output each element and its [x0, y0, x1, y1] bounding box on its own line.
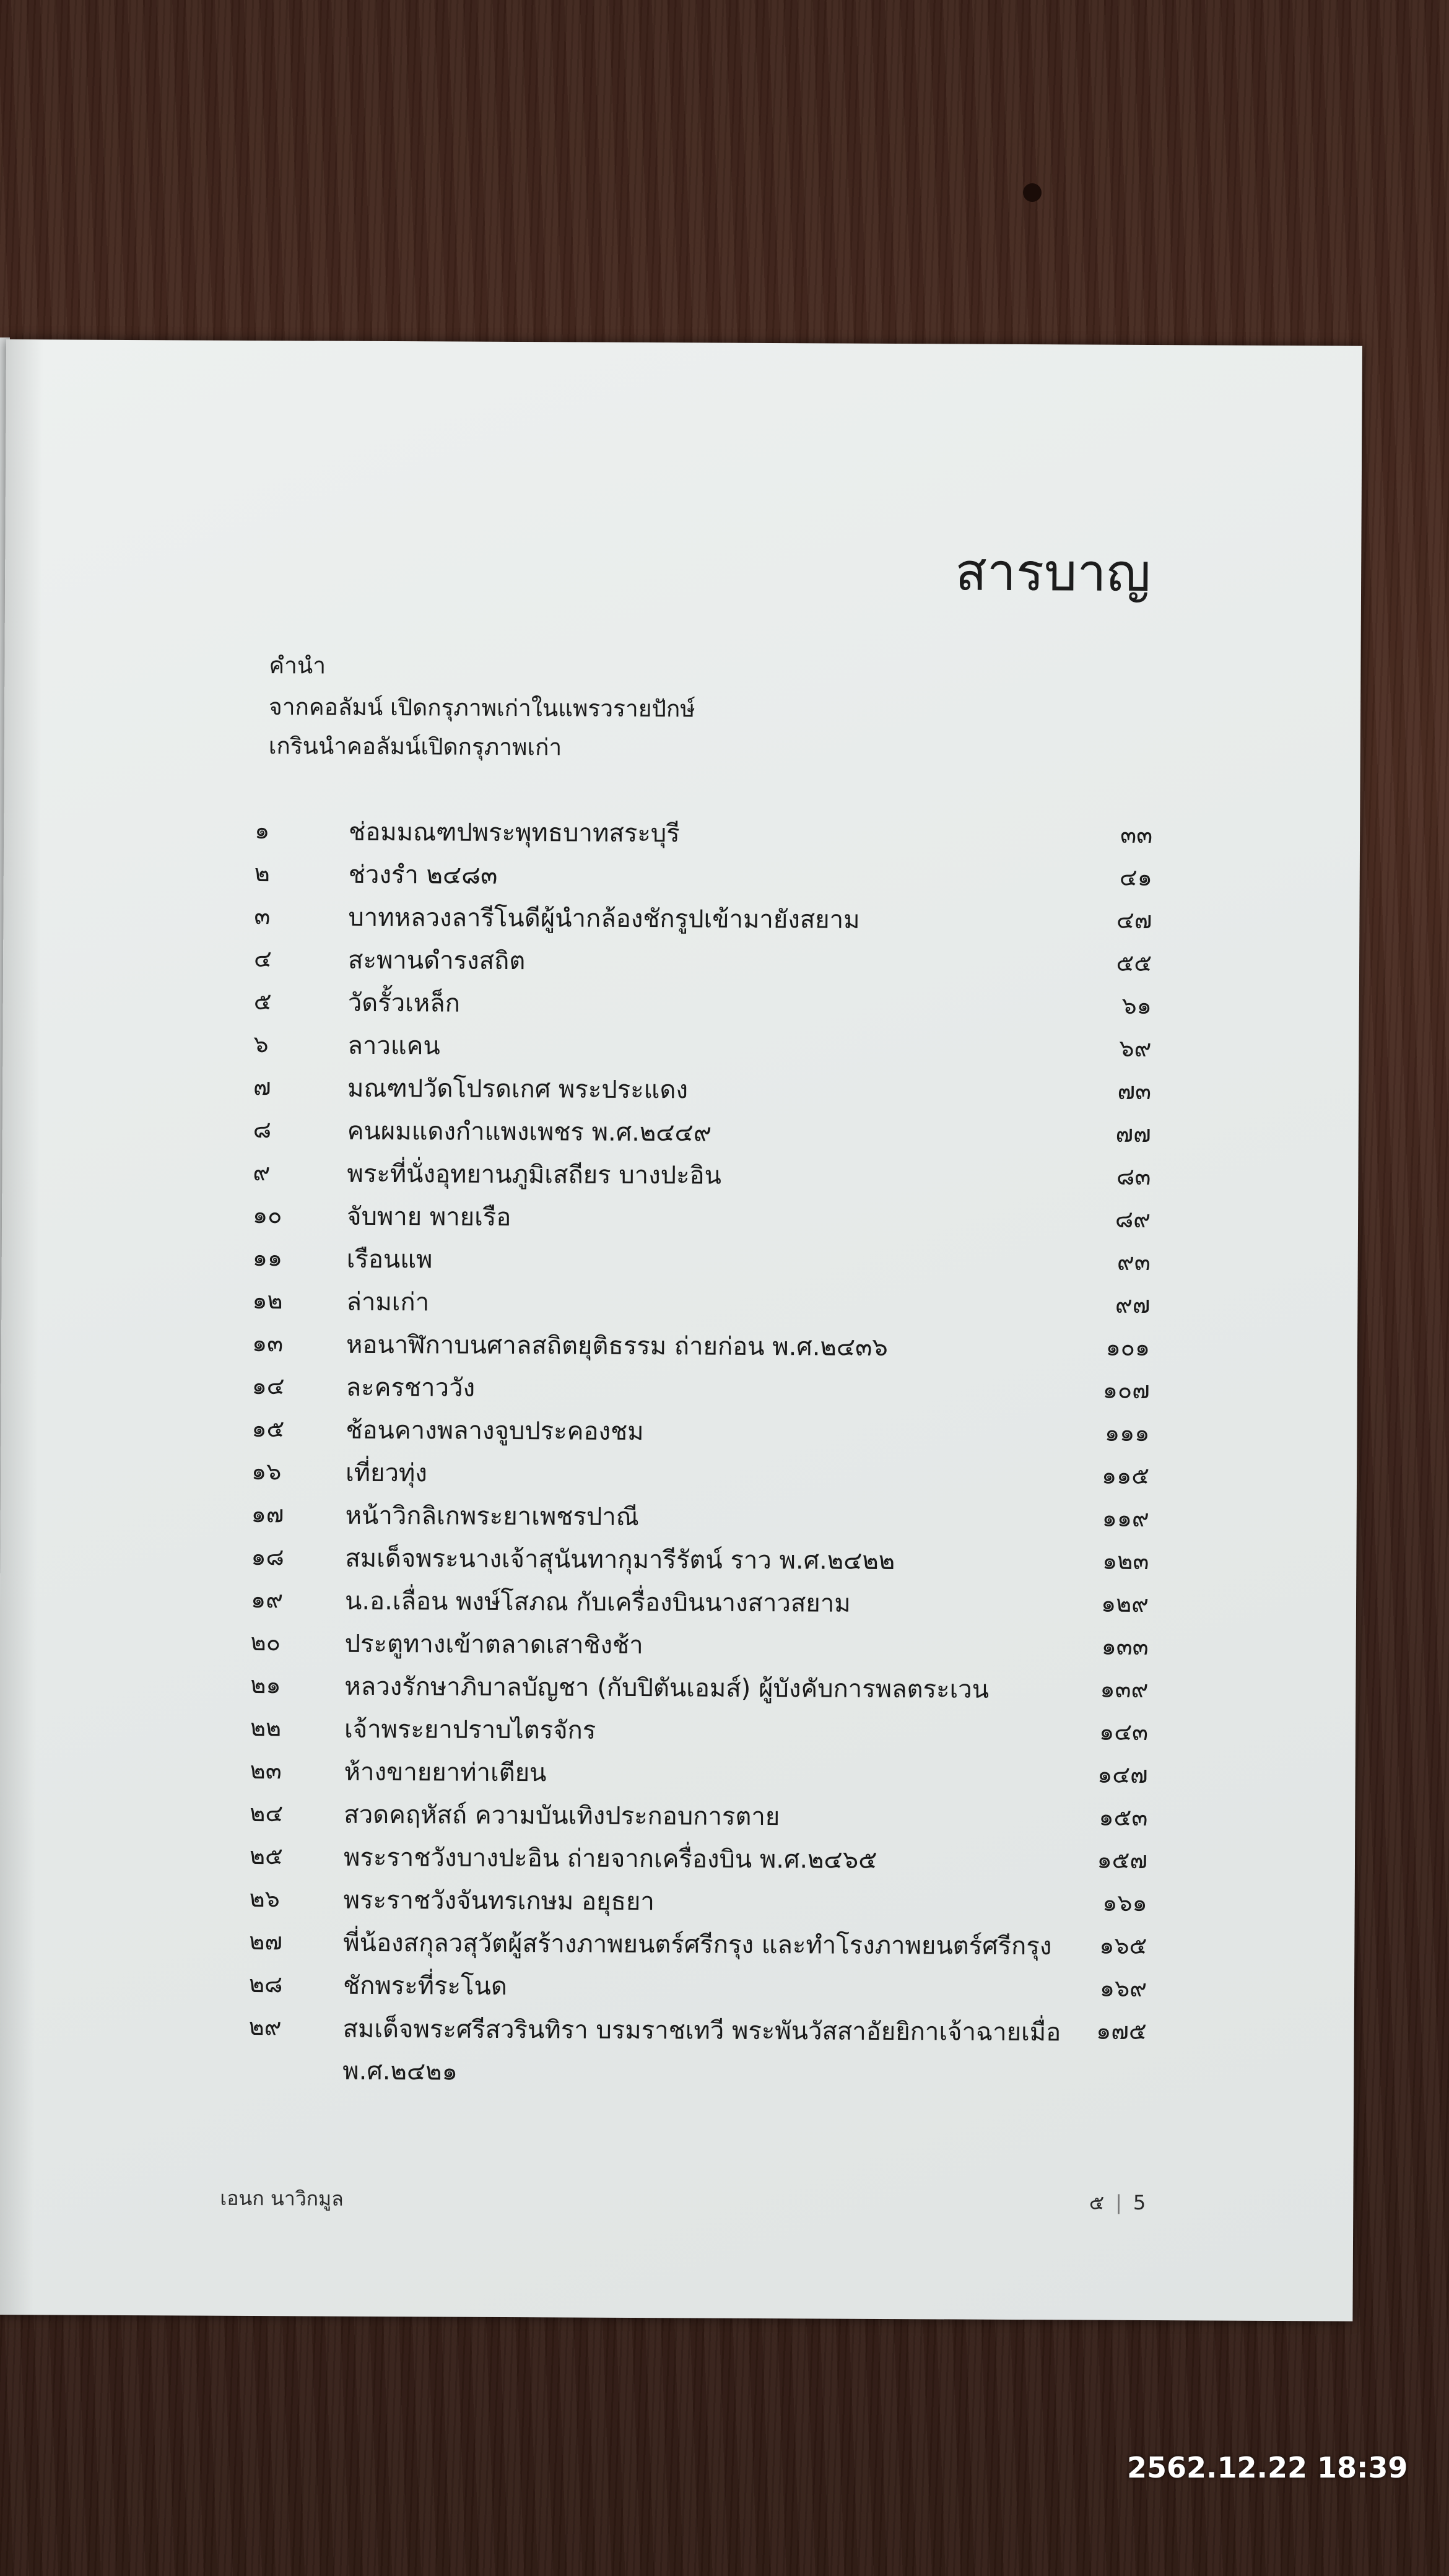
entry-page: ๑๗๕ — [1096, 2017, 1147, 2045]
toc-entry — [254, 982, 1152, 1030]
entry-page: ๑๑๕ — [1101, 1461, 1150, 1490]
entry-title: จับพาย พายเรือ — [346, 1202, 511, 1232]
toc-entry — [248, 2008, 1147, 2099]
entry-title: พระราชวังบางปะอิน ถ่ายจากเครื่องบิน พ.ศ.๒๔๖๕ — [343, 1843, 877, 1874]
entry-number: ๖ — [253, 1030, 269, 1058]
entry-page: ๑๐๑ — [1105, 1333, 1151, 1362]
entry-number: ๕ — [253, 987, 272, 1016]
toc-entry — [251, 1580, 1149, 1628]
entry-title: ช่วงรำ ๒๔๘๓ — [348, 860, 498, 890]
entry-page: ๑๓๓ — [1101, 1632, 1149, 1661]
toc-entry — [251, 1623, 1149, 1671]
page-title: สารบาญ — [955, 541, 1151, 604]
entry-number: ๑๙ — [250, 1585, 284, 1614]
toc-entry — [253, 1025, 1151, 1073]
page-number-thai: ๕ — [1089, 2190, 1105, 2214]
entry-page: ๑๓๙ — [1100, 1675, 1149, 1704]
entry-number: ๑๕ — [251, 1414, 285, 1443]
entry-page: ๙๓ — [1116, 1248, 1151, 1276]
entry-page: ๘๓ — [1116, 1162, 1151, 1191]
entry-page: ๕๕ — [1116, 949, 1152, 977]
toc-entry — [251, 1409, 1149, 1457]
entry-number: ๑๐ — [252, 1201, 282, 1229]
entry-title: สมเด็จพระศรีสวรินทิรา บรมราชเทวี พระพันวัสสาอัยยิกาเจ้าฉายเมื่อ พ.ศ.๒๔๒๑ — [342, 2014, 1061, 2086]
entry-number: ๑ — [255, 816, 270, 845]
entry-title: มณฑปวัดโปรดเกศ พระประแดง — [347, 1074, 689, 1105]
entry-title: ชักพระที่ระโนด — [342, 1971, 507, 2001]
entry-number: ๔ — [254, 944, 272, 973]
entry-number: ๒๒ — [250, 1713, 282, 1742]
entry-title: ประตูทางเข้าตลาดเสาชิงช้า — [344, 1629, 643, 1660]
toc-entry — [251, 1495, 1149, 1543]
entry-number: ๑๖ — [251, 1457, 282, 1486]
entry-title: สวดคฤหัสถ์ ความบันเทิงประกอบการตาย — [344, 1800, 780, 1832]
page-number — [1089, 2187, 1146, 2219]
intro-line: คำนำ — [269, 652, 326, 679]
toc-entry — [250, 1794, 1147, 1842]
entry-title: เจ้าพระยาปราบไตรจักร — [344, 1715, 596, 1745]
entry-title: ห้างขายยาท่าเตียน — [344, 1757, 547, 1788]
wood-knot — [1023, 183, 1042, 202]
entry-page: ๑๔๗ — [1097, 1760, 1148, 1789]
entry-page: ๑๖๑ — [1102, 1889, 1147, 1917]
entry-number: ๒๓ — [250, 1756, 282, 1785]
toc-entry — [253, 1196, 1151, 1243]
toc-entry — [250, 1666, 1148, 1713]
entry-page: ๗๗ — [1115, 1120, 1151, 1148]
entry-page: ๔๑ — [1119, 863, 1152, 892]
entry-title: ช่อมมณฑปพระพุทธบาทสระบุรี — [349, 817, 680, 848]
page-number-arabic: 5 — [1133, 2190, 1146, 2215]
entry-number: ๑๑ — [252, 1243, 283, 1272]
entry-title: เที่ยวทุ่ง — [345, 1458, 428, 1488]
toc-entry — [249, 1965, 1147, 2012]
entry-page: ๖๙ — [1119, 1034, 1152, 1063]
footer-divider: | — [1115, 2190, 1123, 2214]
author-name: เอนก นาวิกมูล — [220, 2186, 344, 2211]
toc-entry — [251, 1452, 1149, 1500]
toc-entry — [253, 1153, 1151, 1201]
spine-shadow — [0, 339, 43, 2315]
entry-number: ๗ — [253, 1073, 271, 1101]
entry-title: ละครชาววัง — [346, 1373, 476, 1403]
entry-title: บาทหลวงลารีโนดีผู้นำกล้องชักรูปเข้ามายังสยาม — [348, 903, 860, 934]
entry-page: ๑๖๙ — [1099, 1974, 1147, 2003]
entry-title: หอนาฬิกาบนศาลสถิตยุติธรรม ถ่ายก่อน พ.ศ.๒๔๓๖ — [346, 1330, 888, 1362]
entry-title: ล่ามเก่า — [346, 1287, 430, 1317]
entry-number: ๑๔ — [251, 1372, 285, 1400]
entry-number: ๒๐ — [250, 1628, 281, 1656]
entry-number: ๑๗ — [251, 1500, 284, 1528]
entry-title: พี่น้องสกุลวสุวัตผู้สร้างภาพยนตร์ศรีกรุง และทำโรงภาพยนตร์ศรีกรุง — [343, 1928, 1052, 1961]
entry-page: ๑๑๙ — [1102, 1504, 1149, 1533]
entry-number: ๑๓ — [251, 1329, 284, 1357]
entry-number: ๒ — [254, 859, 270, 887]
toc-entry — [253, 1068, 1151, 1115]
entry-title: สะพานดำรงสถิต — [347, 946, 526, 976]
entry-number: ๒๗ — [249, 1927, 283, 1956]
entry-page: ๑๐๗ — [1102, 1376, 1150, 1404]
toc-entry — [253, 1238, 1151, 1286]
entry-number: ๙ — [253, 1158, 271, 1186]
toc-entry — [251, 1538, 1149, 1585]
toc-entry — [250, 1879, 1147, 1927]
entry-title: เรือนแพ — [346, 1245, 433, 1274]
toc-entry — [250, 1837, 1147, 1884]
entry-title: หน้าวิกลิเกพระยาเพชรปาณี — [345, 1501, 639, 1532]
toc-entry — [254, 939, 1152, 987]
entry-title: พระที่นั่งอุทยานภูมิเสถียร บางปะอิน — [347, 1159, 722, 1190]
entry-number: ๒๑ — [250, 1671, 281, 1699]
entry-title: คนผมแดงกำแพงเพชร พ.ศ.๒๔๔๙ — [347, 1116, 712, 1147]
toc-entry — [250, 1751, 1148, 1799]
entry-page: ๑๒๓ — [1102, 1547, 1149, 1575]
entry-page: ๑๖๕ — [1099, 1931, 1147, 1960]
entry-title: พระราชวังจันทรเกษม อยุธยา — [343, 1886, 655, 1917]
entry-title: ช้อนคางพลางจูบประคองชม — [346, 1416, 644, 1447]
entry-page: ๑๕๗ — [1097, 1846, 1148, 1874]
entry-number: ๑๒ — [252, 1286, 283, 1315]
entry-number: ๓ — [254, 902, 271, 930]
toc-entry — [252, 1367, 1150, 1414]
entry-page: ๑๕๓ — [1099, 1803, 1148, 1832]
entry-title: หลวงรักษาภิบาลบัญชา (กับปิตันเอมส์) ผู้บังคับการพลตระเวน — [344, 1672, 990, 1704]
entry-page: ๓๓ — [1120, 820, 1153, 849]
entry-page: ๔๗ — [1116, 906, 1152, 934]
timestamp-watermark: 2562.12.22 18:39 — [1127, 2451, 1408, 2484]
toc-entry — [254, 897, 1152, 944]
book-page — [0, 339, 1362, 2321]
entry-title: ลาวแคน — [347, 1031, 440, 1061]
entry-page: ๗๓ — [1117, 1077, 1152, 1105]
toc-entry — [250, 1708, 1148, 1756]
entry-number: ๒๙ — [248, 2012, 282, 2041]
entry-number: ๒๔ — [250, 1799, 284, 1827]
entry-page: ๙๗ — [1115, 1290, 1151, 1319]
toc-entry — [252, 1281, 1150, 1329]
toc-entry — [249, 1922, 1147, 1970]
toc-entry — [255, 811, 1152, 859]
entry-number: ๒๖ — [249, 1884, 280, 1913]
entry-number: ๒๕ — [249, 1842, 283, 1870]
entry-number: ๘ — [253, 1115, 272, 1144]
intro-line: จากคอลัมน์ เปิดกรุภาพเก่าในแพรวรายปักษ์ — [268, 694, 695, 723]
entry-page: ๖๑ — [1121, 991, 1152, 1020]
toc-entry — [255, 854, 1152, 902]
entry-page: ๘๙ — [1115, 1205, 1151, 1234]
entry-number: ๒๘ — [248, 1970, 283, 1998]
entry-title: วัดรั้วเหล็ก — [347, 988, 461, 1018]
toc-entry — [253, 1110, 1151, 1158]
entry-title: น.อ.เลื่อน พงษ์โสภณ กับเครื่องบินนางสาวสยาม — [344, 1586, 851, 1618]
intro-line: เกรินนำคอลัมน์เปิดกรุภาพเก่า — [268, 733, 562, 761]
entry-page: ๑๔๓ — [1099, 1718, 1149, 1746]
entry-number: ๑๘ — [251, 1543, 284, 1571]
entry-title: สมเด็จพระนางเจ้าสุนันทากุมารีรัตน์ ราว พ.ศ.๒๔๒๒ — [345, 1544, 895, 1576]
entry-page: ๑๑๑ — [1104, 1419, 1150, 1447]
toc-entry — [252, 1324, 1150, 1372]
entry-page: ๑๒๙ — [1100, 1590, 1149, 1618]
